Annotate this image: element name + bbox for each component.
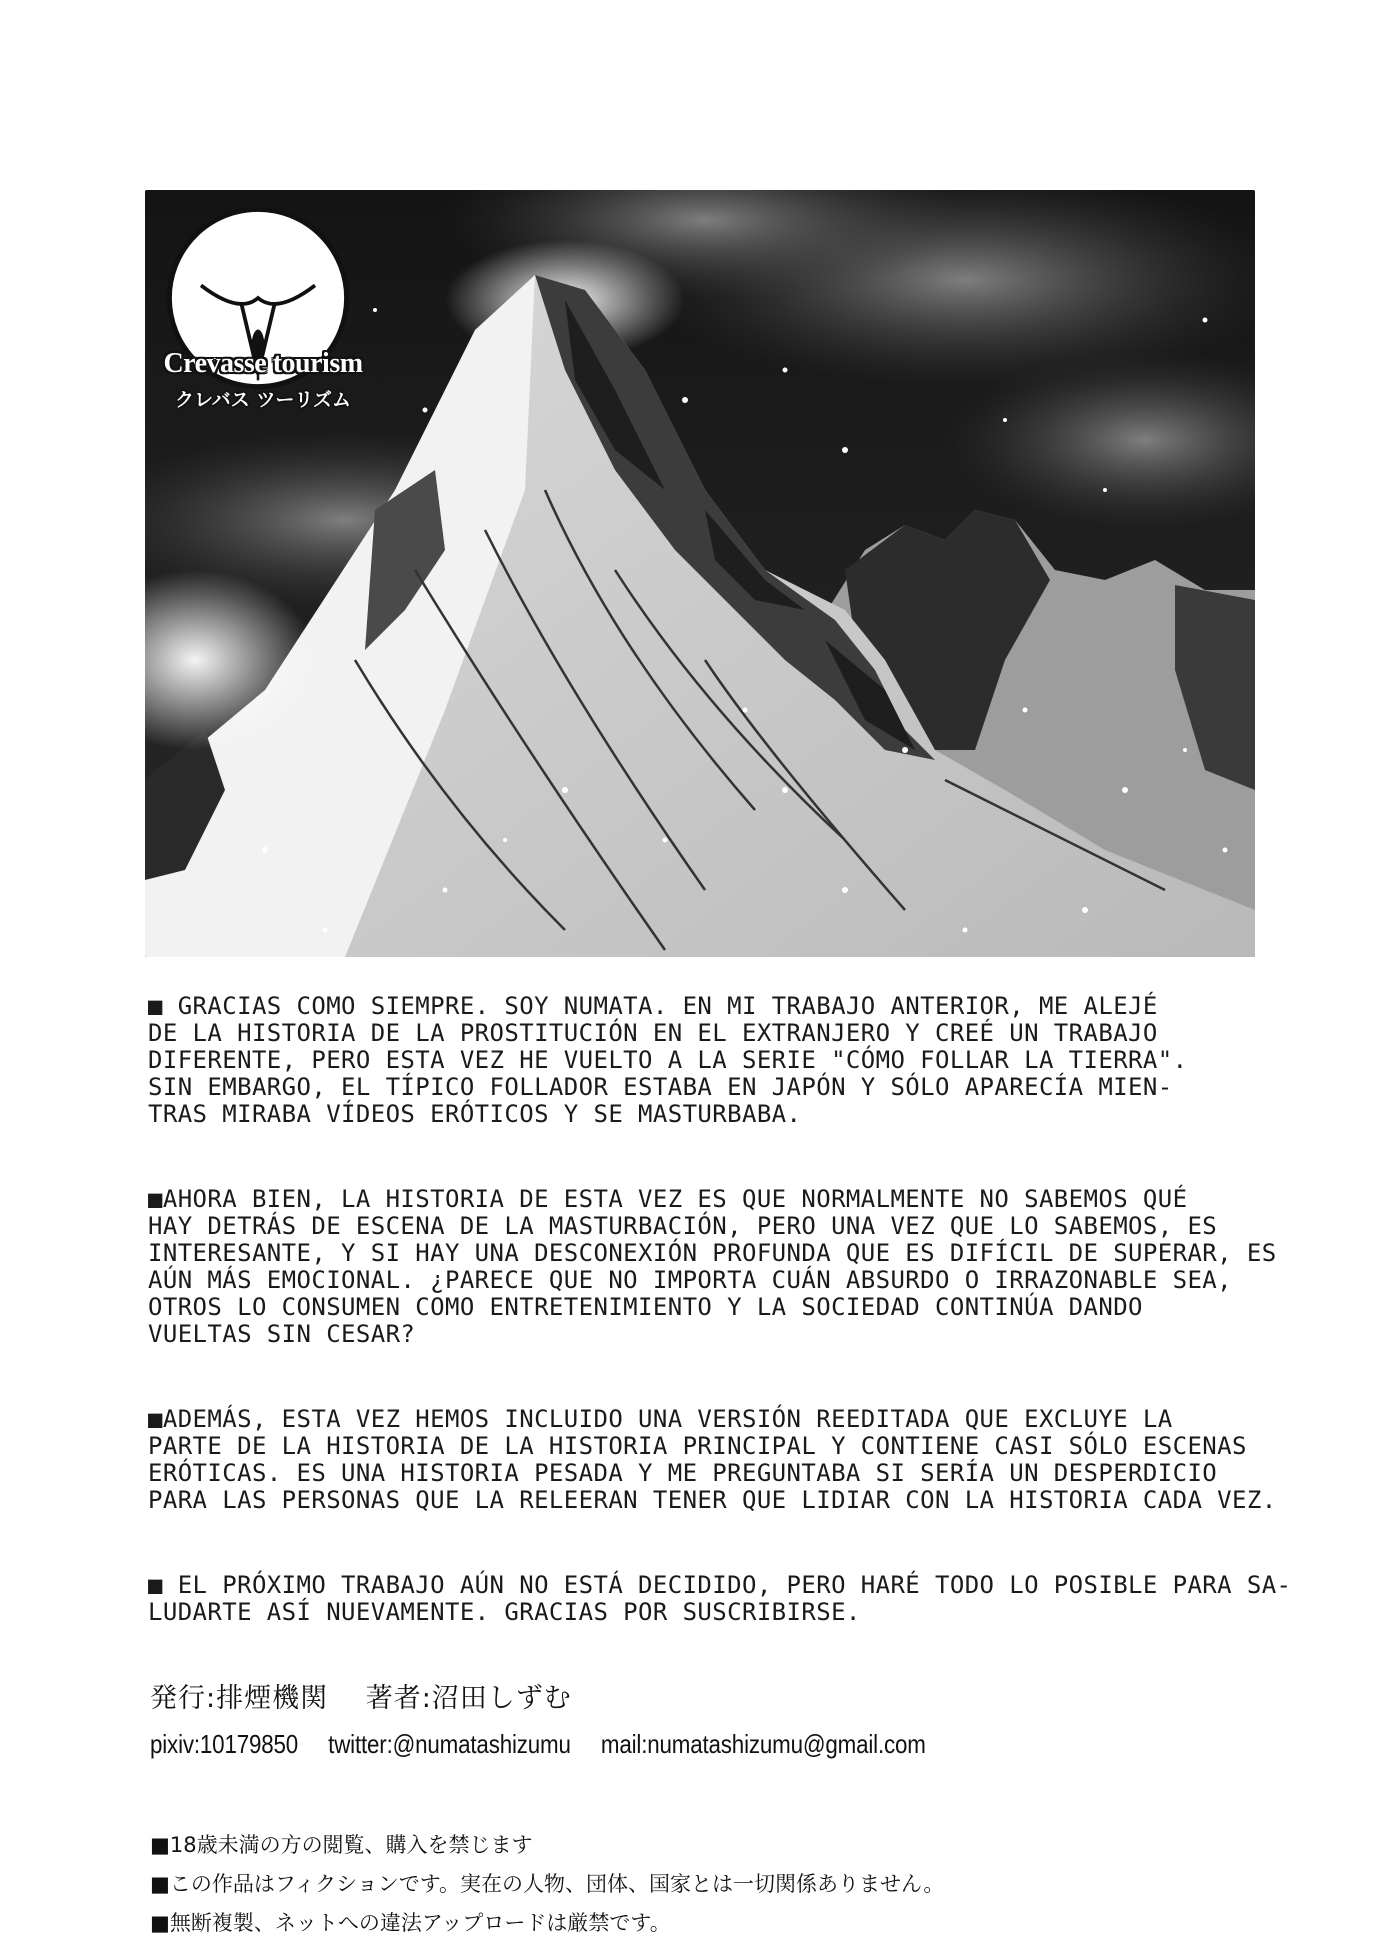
mountain-illustration — [145, 190, 1255, 957]
notice-no-reproduction: ■無断複製、ネットへの違法アップロードは厳禁です。 — [150, 1911, 671, 1935]
credits-line-publisher — [150, 1676, 1300, 1715]
logo-subtitle: クレバス ツーリズム — [175, 389, 351, 411]
paragraph-2: ■AHORA BIEN, LA HISTORIA DE ESTA VEZ ES QUE NORMALMENTE NO SABEMOS QUÉ HAY DETRÁS DE ESCENA DE LA MASTURBACIÓN, PERO UNA VEZ QUE LO SABEMOS, ES INTERESANTE, Y SI HAY UNA DESCONEXIÓN PROFUNDA QUE ES DIFÍCIL DE SUPERAR, ES AÚN MÁS EMOCIONAL. ¿PARECE QUE NO IMPORTA CUÁN ABSURDO O IRRAZONABLE SEA, OTROS LO CONSUMEN COMO ENTRETENIMIENTO Y LA SOCIEDAD CONTINÚA DANDO VUELTAS SIN CESAR? — [148, 1185, 1277, 1348]
mail-address: mail:numatashizumu@gmail.com — [600, 1729, 926, 1759]
paragraph-1: ■ GRACIAS COMO SIEMPRE. SOY NUMATA. EN MI TRABAJO ANTERIOR, ME ALEJÉ DE LA HISTORIA DE LA PROSTITUCIÓN EN EL EXTRANJERO Y CREÉ UN TRABAJO DIFERENTE, PERO ESTA VEZ HE VUELTO A LA SERIE "CÓMO FOLLAR LA TIERRA". SIN EMBARGO, EL TÍPICO FOLLADOR ESTABA EN JAPÓN Y SÓLO APARECÍA MIEN- TRAS MIRABA VÍDEOS ERÓTICOS Y SE MASTURBABA. — [148, 992, 1188, 1128]
paragraph-3: ■ADEMÁS, ESTA VEZ HEMOS INCLUIDO UNA VERSIÓN REEDITADA QUE EXCLUYE LA PARTE DE LA HISTORIA DE LA HISTORIA PRINCIPAL Y CONTIENE CASI SÓLO ESCENAS ERÓTICAS. ES UNA HISTORIA PESADA Y ME PREGUNTABA SI SERÍA UN DESPERDICIO PARA LAS PERSONAS QUE LA RELEERAN TENER QUE LIDIAR CON LA HISTORIA CADA VEZ. — [148, 1405, 1277, 1514]
publisher: 発行:排煙機関 — [150, 1683, 329, 1714]
pixiv-id: pixiv:10179850 — [150, 1729, 299, 1759]
crevasse-tourism-logo — [163, 198, 363, 411]
afterword-text — [148, 993, 1298, 1684]
notice-fiction: ■この作品はフィクションです。実在の人物、団体、国家とは一切関係ありません。 — [150, 1872, 945, 1896]
legal-notices — [150, 1826, 1300, 1943]
notice-age-restriction: ■18歳未満の方の閲覧、購入を禁じます — [150, 1833, 533, 1857]
paragraph-4: ■ EL PRÓXIMO TRABAJO AÚN NO ESTÁ DECIDIDO, PERO HARÉ TODO LO POSIBLE PARA SA- LUDARTE ASÍ NUEVAMENTE. GRACIAS POR SUSCRIBIRSE. — [148, 1571, 1292, 1626]
twitter-handle: twitter:@numatashizumu — [328, 1729, 571, 1759]
credits — [150, 1676, 1300, 1760]
author: 著者:沼田しずむ — [365, 1683, 572, 1714]
logo-title: Crevasse tourism — [163, 348, 363, 379]
credits-line-contacts — [150, 1729, 1139, 1760]
